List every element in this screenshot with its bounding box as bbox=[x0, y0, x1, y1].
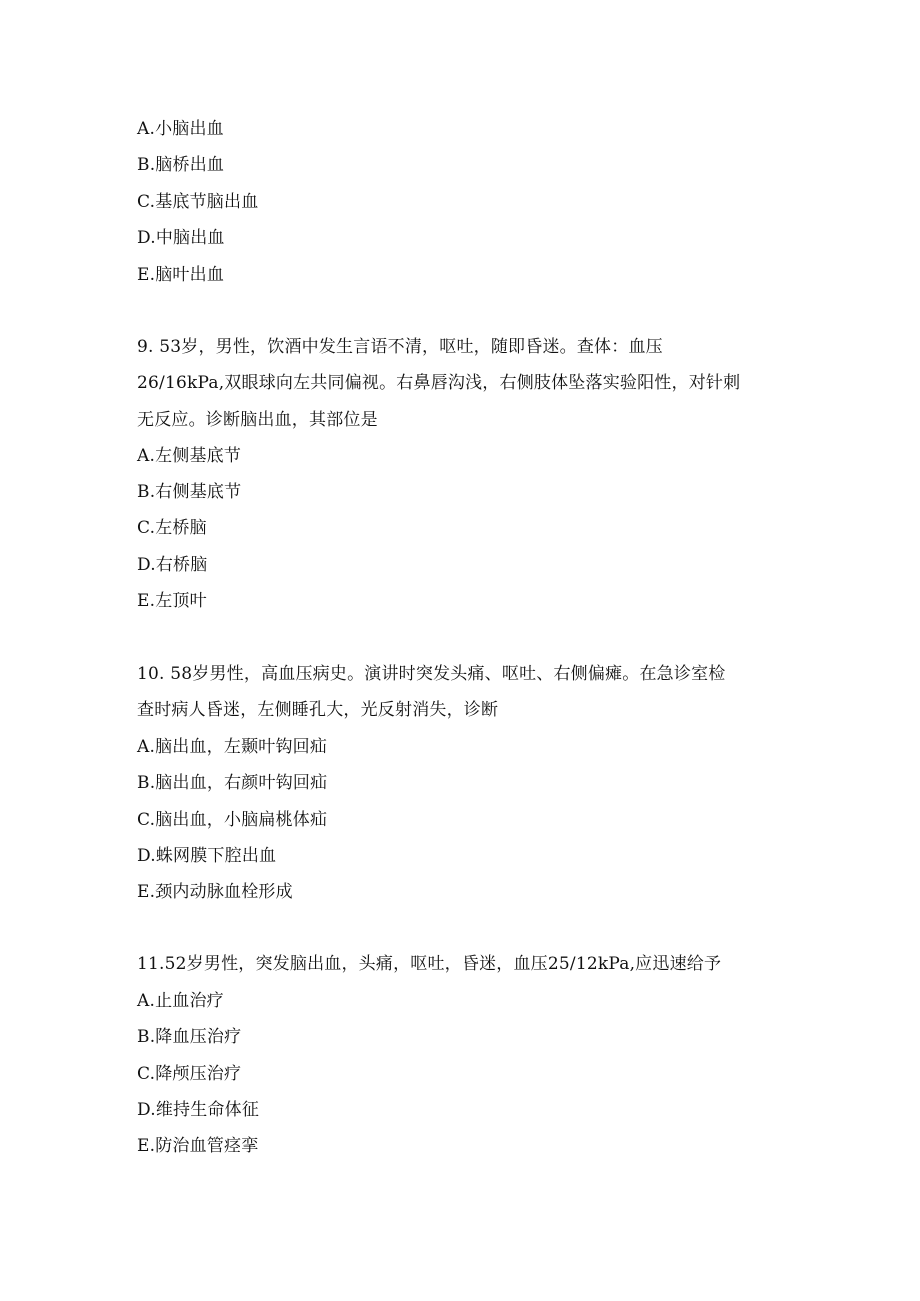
option-b: B.脑桥出血 bbox=[137, 155, 225, 175]
option-a: A.左侧基底节 bbox=[137, 446, 242, 466]
option-c: C.脑出血，小脑扁桃体疝 bbox=[137, 810, 328, 830]
option-d: D.右桥脑 bbox=[137, 555, 208, 575]
option-d: D.蛛网膜下腔出血 bbox=[137, 846, 277, 866]
option-a: A.小脑出血 bbox=[137, 119, 224, 139]
option-b: B.降血压治疗 bbox=[137, 1027, 242, 1047]
option-a: A.止血治疗 bbox=[137, 991, 224, 1011]
question-stem-line: 查时病人昏迷，左侧睡孔大，光反射消失，诊断 bbox=[137, 700, 499, 720]
option-e: E.防治血管痉挛 bbox=[137, 1136, 259, 1156]
question-stem-line: 11.52岁男性，突发脑出血，头痛，呕吐，昏迷，血压25/12kPa,应迅速给予 bbox=[137, 954, 722, 974]
option-d: D.中脑出血 bbox=[137, 228, 225, 248]
option-e: E.脑叶出血 bbox=[137, 265, 225, 285]
option-d: D.维持生命体征 bbox=[137, 1100, 260, 1120]
question-stem-line: 10. 58岁男性，高血压病史。演讲时突发头痛、呕吐、右侧偏瘫。在急诊室检 bbox=[137, 664, 726, 684]
option-c: C.基底节脑出血 bbox=[137, 192, 259, 212]
question-stem-line: 26/16kPa,双眼球向左共同偏视。右鼻唇沟浅，右侧肢体坠落实验阳性，对针刺 bbox=[137, 373, 741, 393]
question-stem-line: 9. 53岁，男性，饮酒中发生言语不清，呕吐，随即昏迷。查体：血压 bbox=[137, 337, 663, 357]
question-stem-line: 无反应。诊断脑出血，其部位是 bbox=[137, 410, 378, 430]
option-e: E.左顶叶 bbox=[137, 591, 207, 611]
option-a: A.脑出血，左颞叶钩回疝 bbox=[137, 737, 328, 757]
option-c: C.降颅压治疗 bbox=[137, 1064, 242, 1084]
option-c: C.左桥脑 bbox=[137, 518, 207, 538]
option-b: B.脑出血，右颜叶钩回疝 bbox=[137, 773, 328, 793]
option-b: B.右侧基底节 bbox=[137, 482, 242, 502]
option-e: E.颈内动脉血栓形成 bbox=[137, 882, 293, 902]
